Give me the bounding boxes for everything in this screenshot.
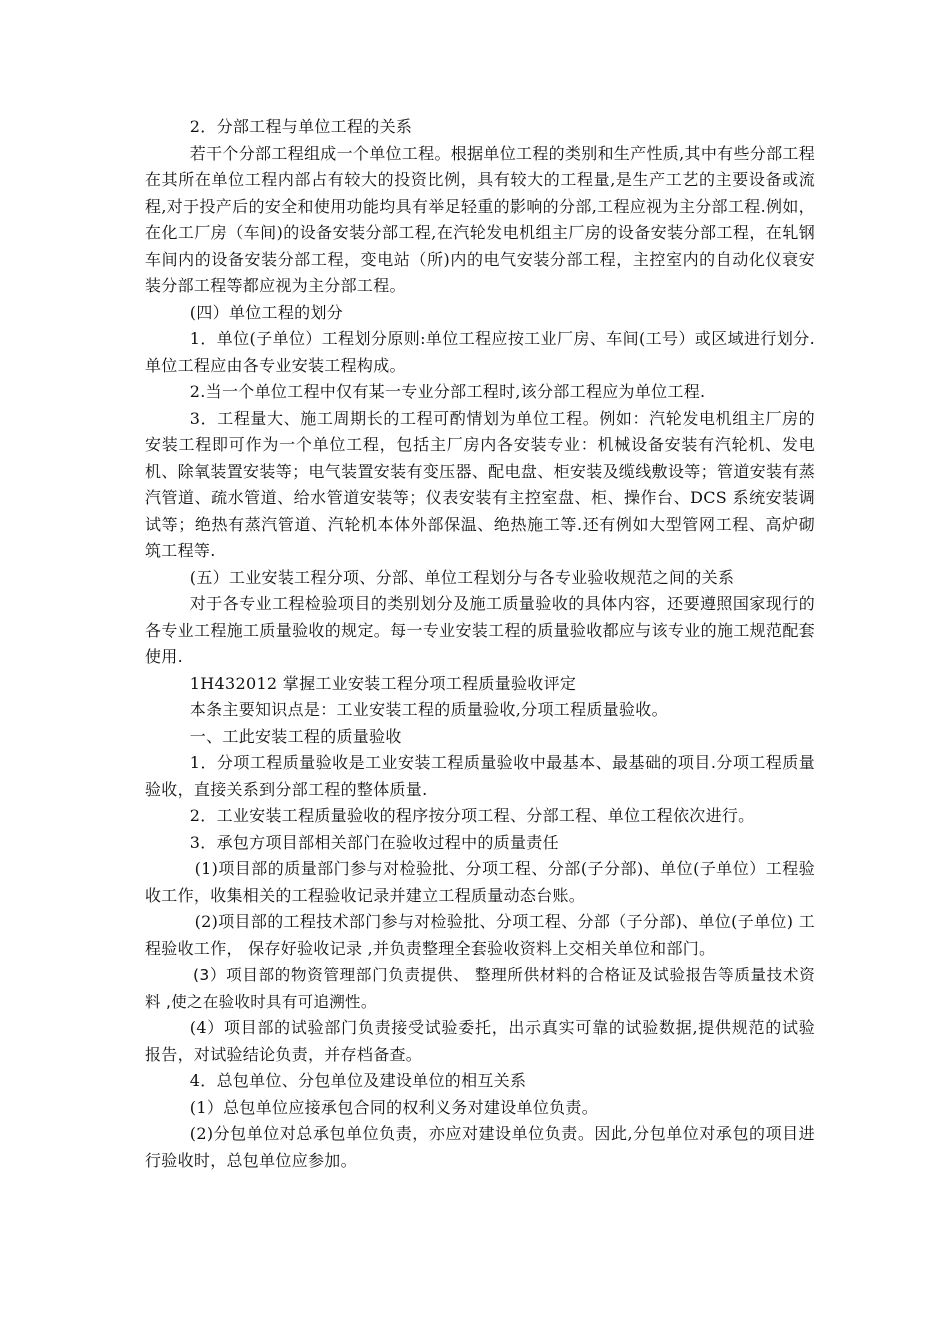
paragraph: 1．分项工程质量验收是工业安装工程质量验收中最基本、最基础的项目.分项工程质量验收，直接关系到分部工程的整体质量. (145, 753, 815, 799)
section-code-heading: 1H432012 掌握工业安装工程分项工程质量验收评定 (189, 673, 577, 693)
paragraph: 2.当一个单位工程中仅有某一专业分部工程时,该分部工程应为单位工程. (189, 382, 706, 401)
paragraph: 若干个分部工程组成一个单位工程。根据单位工程的类别和生产性质,其中有些分部工程在其所在单位工程内部占有较大的投资比例，具有较大的工程量,是生产工艺的主要设备或流程,对于投产后的安全和使用功能均具有举足轻重的影响的分部,工程应视为主分部工程.例如，在化工厂房（车间)的设备安装分部工程,在汽轮发电机组主厂房的设备安装分部工程，在轧钢车间内的设备安装分部工程，变电站（所)内的电气安装分部工程，主控室内的自动化仪衰安装分部工程等都应视为主分部工程。 (145, 143, 815, 295)
paragraph: (1)项目部的质量部门参与对检验批、分项工程、分部(子分部)、单位(子单位）工程验收工作，收集相关的工程验收记录并建立工程质量动态台账。 (145, 859, 815, 905)
paragraph-heading: 一、工此安装工程的质量验收 (189, 726, 402, 746)
paragraph: 2．工业安装工程质量验收的程序按分项工程、分部工程、单位工程依次进行。 (189, 806, 755, 825)
paragraph: 3．工程量大、施工周期长的工程可酌情划为单位工程。例如：汽轮发电机组主厂房的安装工程即可作为一个单位工程，包括主厂房内各安装专业：机械设备安装有汽轮机、发电机、除氧装置安装等；电气装置安装有变压器、配电盘、柜安装及缆线敷设等；管道安装有蒸汽管道、疏水管道、给水管道安装等；仪表安装有主控室盘、柜、操作台、DCS 系统安装调试等；绝热有蒸汽管道、汽轮机本体外部保温、绝热施工等.还有例如大型管网工程、高炉砌筑工程等. (145, 408, 815, 560)
document-body (145, 114, 815, 1174)
paragraph: (4）项目部的试验部门负责接受试验委托，出示真实可靠的试验数据,提供规范的试验报告，对试验结论负责，并存档备查。 (145, 1018, 815, 1064)
paragraph: 对于各专业工程检验项目的类别划分及施工质量验收的具体内容，还要遵照国家现行的各专业工程施工质量验收的规定。每一专业安装工程的质量验收都应与该专业的施工规范配套使用. (145, 594, 815, 666)
paragraph: (1）总包单位应接承包合同的权利义务对建设单位负责。 (189, 1097, 599, 1117)
paragraph: (2)项目部的工程技术部门参与对检验批、分项工程、分部（子分部)、单位(子单位) 工程验收工作， 保存好验收记录 ,并负责整理全套验收资料上交相关单位和部门。 (145, 912, 815, 958)
paragraph-heading: 4．总包单位、分包单位及建设单位的相互关系 (189, 1071, 527, 1090)
paragraph: 本条主要知识点是：工业安装工程的质量验收,分项工程质量验收。 (189, 700, 668, 719)
paragraph-heading: (四）单位工程的划分 (189, 302, 344, 322)
paragraph: (3）项目部的物资管理部门负责提供、 整理所供材料的合格证及试验报告等质量技术资料 ,使之在验收时具有可追溯性。 (145, 966, 815, 1011)
paragraph-heading: 3．承包方项目部相关部门在验收过程中的质量责任 (189, 832, 559, 852)
paragraph: (2)分包单位对总承包单位负责，亦应对建设单位负责。因此,分包单位对承包的项目进行验收时，总包单位应参加。 (145, 1124, 815, 1170)
paragraph: 1．单位(子单位）工程划分原则:单位工程应按工业厂房、车间(工号）或区域进行划分.单位工程应由各专业安装工程构成。 (145, 329, 815, 375)
paragraph-heading: (五）工业安装工程分项、分部、单位工程划分与各专业验收规范之间的关系 (189, 567, 735, 587)
paragraph-heading: 2．分部工程与单位工程的关系 (189, 117, 413, 136)
